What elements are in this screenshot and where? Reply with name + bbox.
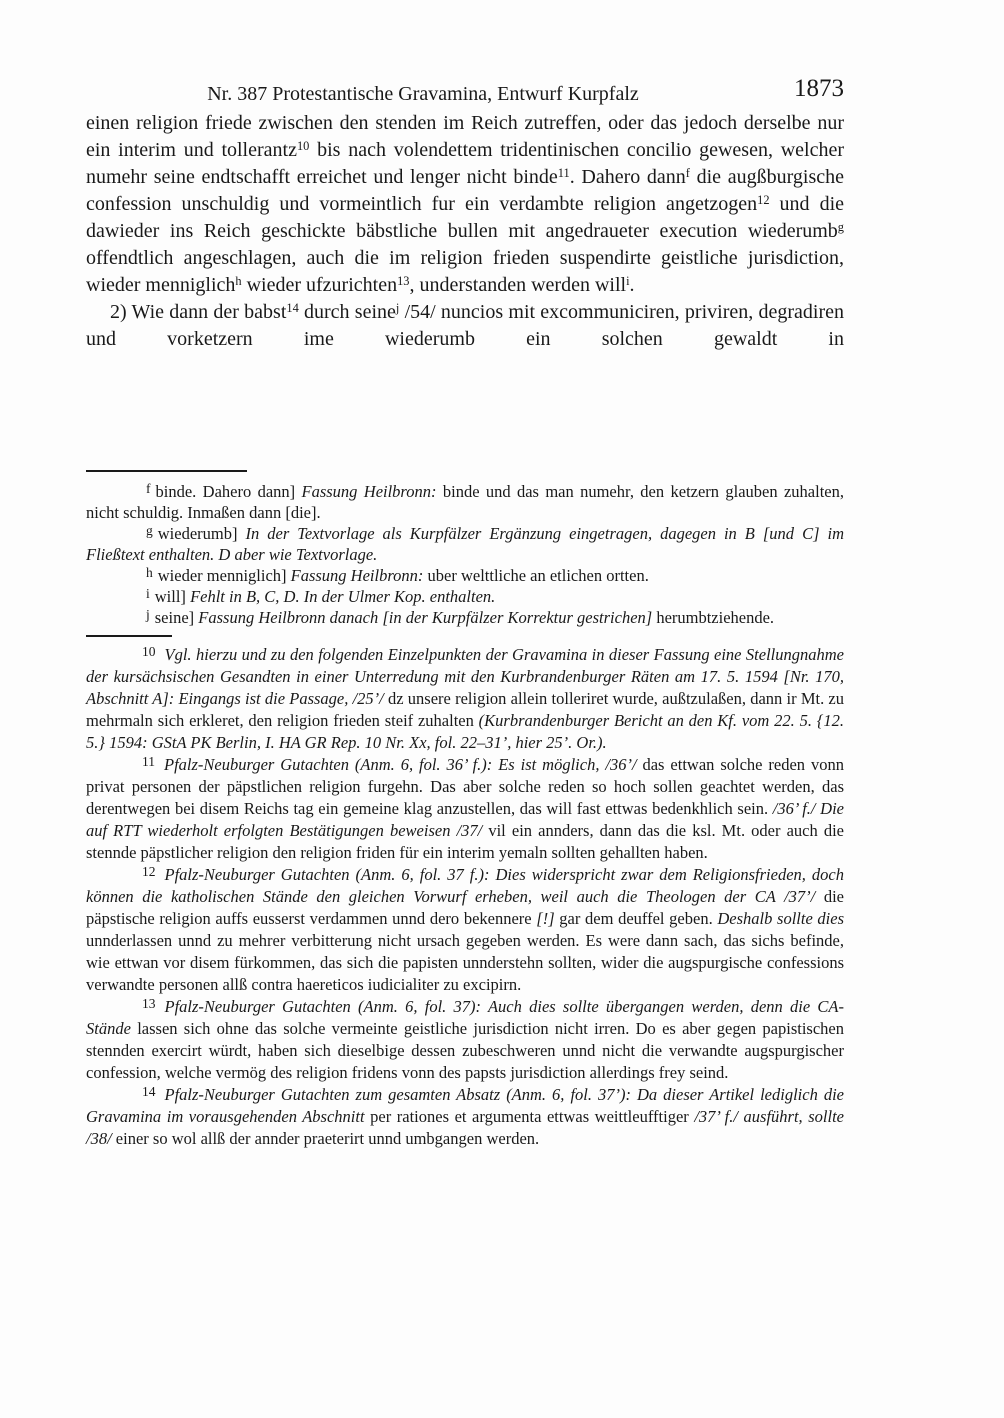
number-footnote: 13 Pfalz-Neuburger Gutachten (Anm. 6, fol. 37): Auch dies sollte übergangen werden, denn die CA-Stände lassen sich ohne das solche vermeinte geistliche jurisdiction nicht irren. Do es aber gegen papistischen stennden exercirt würdt, haben sich dieselbige dessen zubeschweren unnd nicht die verwandte augspurgischer confession, welche vermög des religion fridens vonn des papsts jurisdiction allerdings frey seind. <box>86 996 844 1082</box>
text-run: durch seine <box>298 301 396 323</box>
text-run: . <box>629 274 635 296</box>
text-run: Deshalb sollte dies <box>717 909 845 928</box>
letter-footnotes-block <box>86 481 844 628</box>
text-run: wieder menniglich] <box>157 566 291 585</box>
footnote-area <box>86 470 844 1150</box>
note-reference: h <box>235 273 242 288</box>
text-run: binde. Dahero dann] <box>155 482 302 501</box>
text-run: Fassung Heilbronn: <box>290 566 424 585</box>
text-run: bis nach volendettem tridentinischen concilio gewesen, welcher numehr seine endtschafft erreichet und lenger nicht binde <box>86 139 844 188</box>
text-run: und die dawieder ins Reich geschickte bäbstliche bullen mit angedraueter execution wiederumb <box>86 193 844 242</box>
text-run: [!] <box>536 909 555 928</box>
text-run: Pfalz-Neuburger Gutachten (Anm. 6, fol. 37): Auch dies sollte übergangen werden, denn die CA-Stände <box>86 997 844 1038</box>
letter-footnote: g wiederumb] In der Textvorlage als Kurpfälzer Ergänzung eingetragen, dagegen in B [und C] im Fließtext enthalten. D aber wie Textvorlage. <box>86 523 844 564</box>
note-reference: 10 <box>296 138 310 153</box>
body-paragraph <box>86 299 844 353</box>
letter-footnote: h wieder menniglich] Fassung Heilbronn: uber welttliche an etlichen ortten. <box>146 565 649 585</box>
note-reference: i <box>626 273 630 288</box>
text-run: unnderlassen unnd zu mehrer verbitterung nicht ursach gegeben werden. Es were dann sach, das sichs befinde, wie ettwan vor disem fürkommen, das sich die papisten unnderstehn sollten, wider die augspurgische confessions verwandte personen allß contra haereticos iudicialiter zu excipirn. <box>86 931 844 994</box>
number-footnote-separator <box>86 635 172 637</box>
note-reference: f <box>685 165 690 180</box>
note-reference: j <box>395 300 400 315</box>
main-text-block <box>86 110 844 353</box>
text-run: gar dem deuffel geben. <box>554 909 718 928</box>
text-run: binde und das man numehr, den ketzern glauben zuhalten, nicht schuldig. Inmaßen dann [die]. <box>86 482 844 522</box>
text-run: (Kurbrandenburger Bericht an den Kf. vom 22. 5. {12. 5.} 1594: GStA PK Berlin, I. HA GR Rep. 10 Nr. Xx, fol. 22–31’, hier 25’. Or.). <box>86 711 844 752</box>
text-run: per rationes et argumenta ettwas weittleufftiger <box>370 1107 695 1126</box>
text-run: , understanden werden will <box>409 274 627 296</box>
letter-footnote: f binde. Dahero dann] Fassung Heilbronn: binde und das man numehr, den ketzern glauben zuhalten, nicht schuldig. Inmaßen dann [die]. <box>86 481 844 522</box>
note-reference: g <box>837 219 844 234</box>
text-run: wieder ufzurichten <box>241 274 398 296</box>
text-run: vil ein annders, dann das die ksl. Mt. oder auch die stennde päpstlicher religion den religion friden für ein interim yemaln sollten gehallten haben. <box>86 821 844 862</box>
text-run: seine] <box>154 608 199 627</box>
note-reference: 14 <box>286 300 299 315</box>
text-run: Pfalz-Neuburger Gutachten (Anm. 6, fol. 36’ f.): Es ist möglich, /36’/ <box>164 755 643 774</box>
text-run: will] <box>154 587 191 606</box>
text-run: 2) Wie dann der babst <box>110 301 287 323</box>
text-run: einen religion friede zwischen den stenden im Reich zutreffen, oder das jedoch derselbe nur ein interim und tollerantz <box>86 112 844 161</box>
text-run: die päpstische religion auffs eusserst verdammen unnd dero bekennere <box>86 887 844 928</box>
text-run: einer so wol allß der annder praeterirt unnd umbgangen werden. <box>115 1129 540 1148</box>
text-run: lassen sich ohne das solche vermeinte geistliche jurisdiction nicht irren. Do es aber gegen papistischen stennden exercirt würdt, haben sich dieselbige dessen zubeschweren unnd nicht die verwandte augspurgischer confession, welche vermög des religion fridens vonn des papsts jurisdiction allerdings frey seind. <box>86 1019 844 1082</box>
letter-footnote: i will] Fehlt in B, C, D. In der Ulmer Kop. enthalten. <box>146 586 496 606</box>
text-run: Pfalz-Neuburger Gutachten (Anm. 6, fol. 37 f.): Dies widerspricht zwar dem Religionsfrieden, doch können die katholischen Stände den gleichen Vorwurf erheben, weil auch die Theologen der CA /37’/ <box>86 865 844 906</box>
text-run: /37’ f./ ausführt, sollte /38/ <box>86 1107 844 1148</box>
page-header-title: Nr. 387 Protestantische Gravamina, Entwurf Kurpfalz <box>207 83 639 105</box>
text-run: In der Textvorlage als Kurpfälzer Ergänzung eingetragen, dagegen in B [und C] im Fließtext enthalten. D aber wie Textvorlage. <box>86 524 844 564</box>
text-run: herumbtziehende. <box>652 608 775 627</box>
text-run: Pfalz-Neuburger Gutachten zum gesamten Absatz (Anm. 6, fol. 37’): Da dieser Artikel lediglich die Gravamina im vorausgehenden Abschnitt <box>86 1085 844 1126</box>
text-run: Fassung Heilbronn: <box>301 482 437 501</box>
text-run: uber welttliche an etlichen ortten. <box>423 566 649 585</box>
text-run: das ettwan solche reden vonn privat personen der päpstlichen religion furgehn. Das aber solche reden so hoch sollen geachtet werden, das derentwegen bei disem Reichs tag ein gemeine klag anzustellen, das will fast ettwas bedenkhlich sein. <box>86 755 844 818</box>
number-footnote: 12 Pfalz-Neuburger Gutachten (Anm. 6, fol. 37 f.): Dies widerspricht zwar dem Religionsfrieden, doch können die katholischen Stände den gleichen Vorwurf erheben, weil auch die Theologen der CA /37’/ die päpstische religion auffs eusserst verdammen unnd dero bekennere [!] gar dem deuffel geben. Deshalb sollte dies unnderlassen unnd zu mehrer verbitterung nicht ursach gegeben werden. Es were dann sach, das sichs befinde, wie ettwan vor disem fürkommen, das sich die papisten unnderstehn sollten, wider die augspurgische confessions verwandte personen allß contra haereticos iudicialiter zu excipirn. <box>86 864 845 994</box>
text-run: Fehlt in B, C, D. In der Ulmer Kop. enthalten. <box>190 587 496 606</box>
letter-footnote-separator <box>86 470 247 472</box>
body-paragraph <box>86 110 844 299</box>
page-number: 1873 <box>794 75 844 102</box>
text-run: /54/ nuncios mit excommuniciren, priviren, degradiren und vorketzern ime wiederumb ein solchen gewaldt in <box>86 301 844 350</box>
text-run: offendtlich angeschlagen, auch die im religion frieden suspendirte geistliche jurisdiction, wieder menniglich <box>86 247 844 296</box>
text-run: Fassung Heilbronn danach [in der Kurpfälzer Korrektur gestrichen] <box>198 608 653 627</box>
note-reference: 13 <box>397 273 410 288</box>
text-run: Vgl. hierzu und zu den folgenden Einzelpunkten der Gravamina in dieser Fassung eine Stellungnahme der kursächsischen Gesandten in einer Unterredung mit den Kurbrandenburger Räten am 17. 5. 1594 [Nr. 170, Abschnitt A]: Eingangs ist die Passage, /25’/ <box>86 645 844 708</box>
number-footnote: 11 Pfalz-Neuburger Gutachten (Anm. 6, fol. 36’ f.): Es ist möglich, /36’/ das ettwan solche reden vonn privat personen der päpstlichen religion furgehn. Das aber solche reden so hoch sollen geachtet werden, das derentwegen bei disem Reichs tag ein gemeine klag anzustellen, das will fast ettwas bedenkhlich sein. /36’ f./ Die auf RTT wiederholt erfolgten Bestätigungen beweisen /37/ vil ein annders, dann das die ksl. Mt. oder auch die stennde päpstlicher religion den religion friden für ein interim yemaln sollten gehallten haben. <box>86 754 844 862</box>
text-run: /36’ f./ Die auf RTT wiederholt erfolgten Bestätigungen beweisen /37/ <box>86 799 844 840</box>
note-reference: 11 <box>557 165 570 180</box>
number-footnote: 14 Pfalz-Neuburger Gutachten zum gesamten Absatz (Anm. 6, fol. 37’): Da dieser Artikel lediglich die Gravamina im vorausgehenden Abschnitt per rationes et argumenta ettwas weittleufftiger /37’ f./ ausführt, sollte /38/ einer so wol allß der annder praeterirt unnd umbgangen werden. <box>86 1084 844 1148</box>
text-run: dz unsere religion allein tolleriret wurde, außtzulaßen, dann ir Mt. zu mehrmaln sich erkleret, den religion frieden steif zuhalten <box>86 689 845 730</box>
text-run: wiederumb] <box>157 524 246 543</box>
text-run: . Dahero dann <box>569 166 686 188</box>
number-footnote: 10 Vgl. hierzu und zu den folgenden Einzelpunkten der Gravamina in dieser Fassung eine Stellungnahme der kursächsischen Gesandten in einer Unterredung mit den Kurbrandenburger Räten am 17. 5. 1594 [Nr. 170, Abschnitt A]: Eingangs ist die Passage, /25’/ dz unsere religion allein tolleriret wurde, außtzulaßen, dann ir Mt. zu mehrmaln sich erkleret, den religion frieden steif zuhalten (Kurbrandenburger Bericht an den Kf. vom 22. 5. {12. 5.} 1594: GStA PK Berlin, I. HA GR Rep. 10 Nr. Xx, fol. 22–31’, hier 25’. Or.). <box>86 644 845 752</box>
note-reference: 12 <box>757 192 770 207</box>
text-run: die augßburgische confession unschuldig und vormeintlich fur ein verdambte religion angetzogen <box>86 166 844 215</box>
letter-footnote: j seine] Fassung Heilbronn danach [in der Kurpfälzer Korrektur gestrichen] herumbtziehende. <box>146 607 775 627</box>
number-footnotes-block <box>86 644 844 1150</box>
